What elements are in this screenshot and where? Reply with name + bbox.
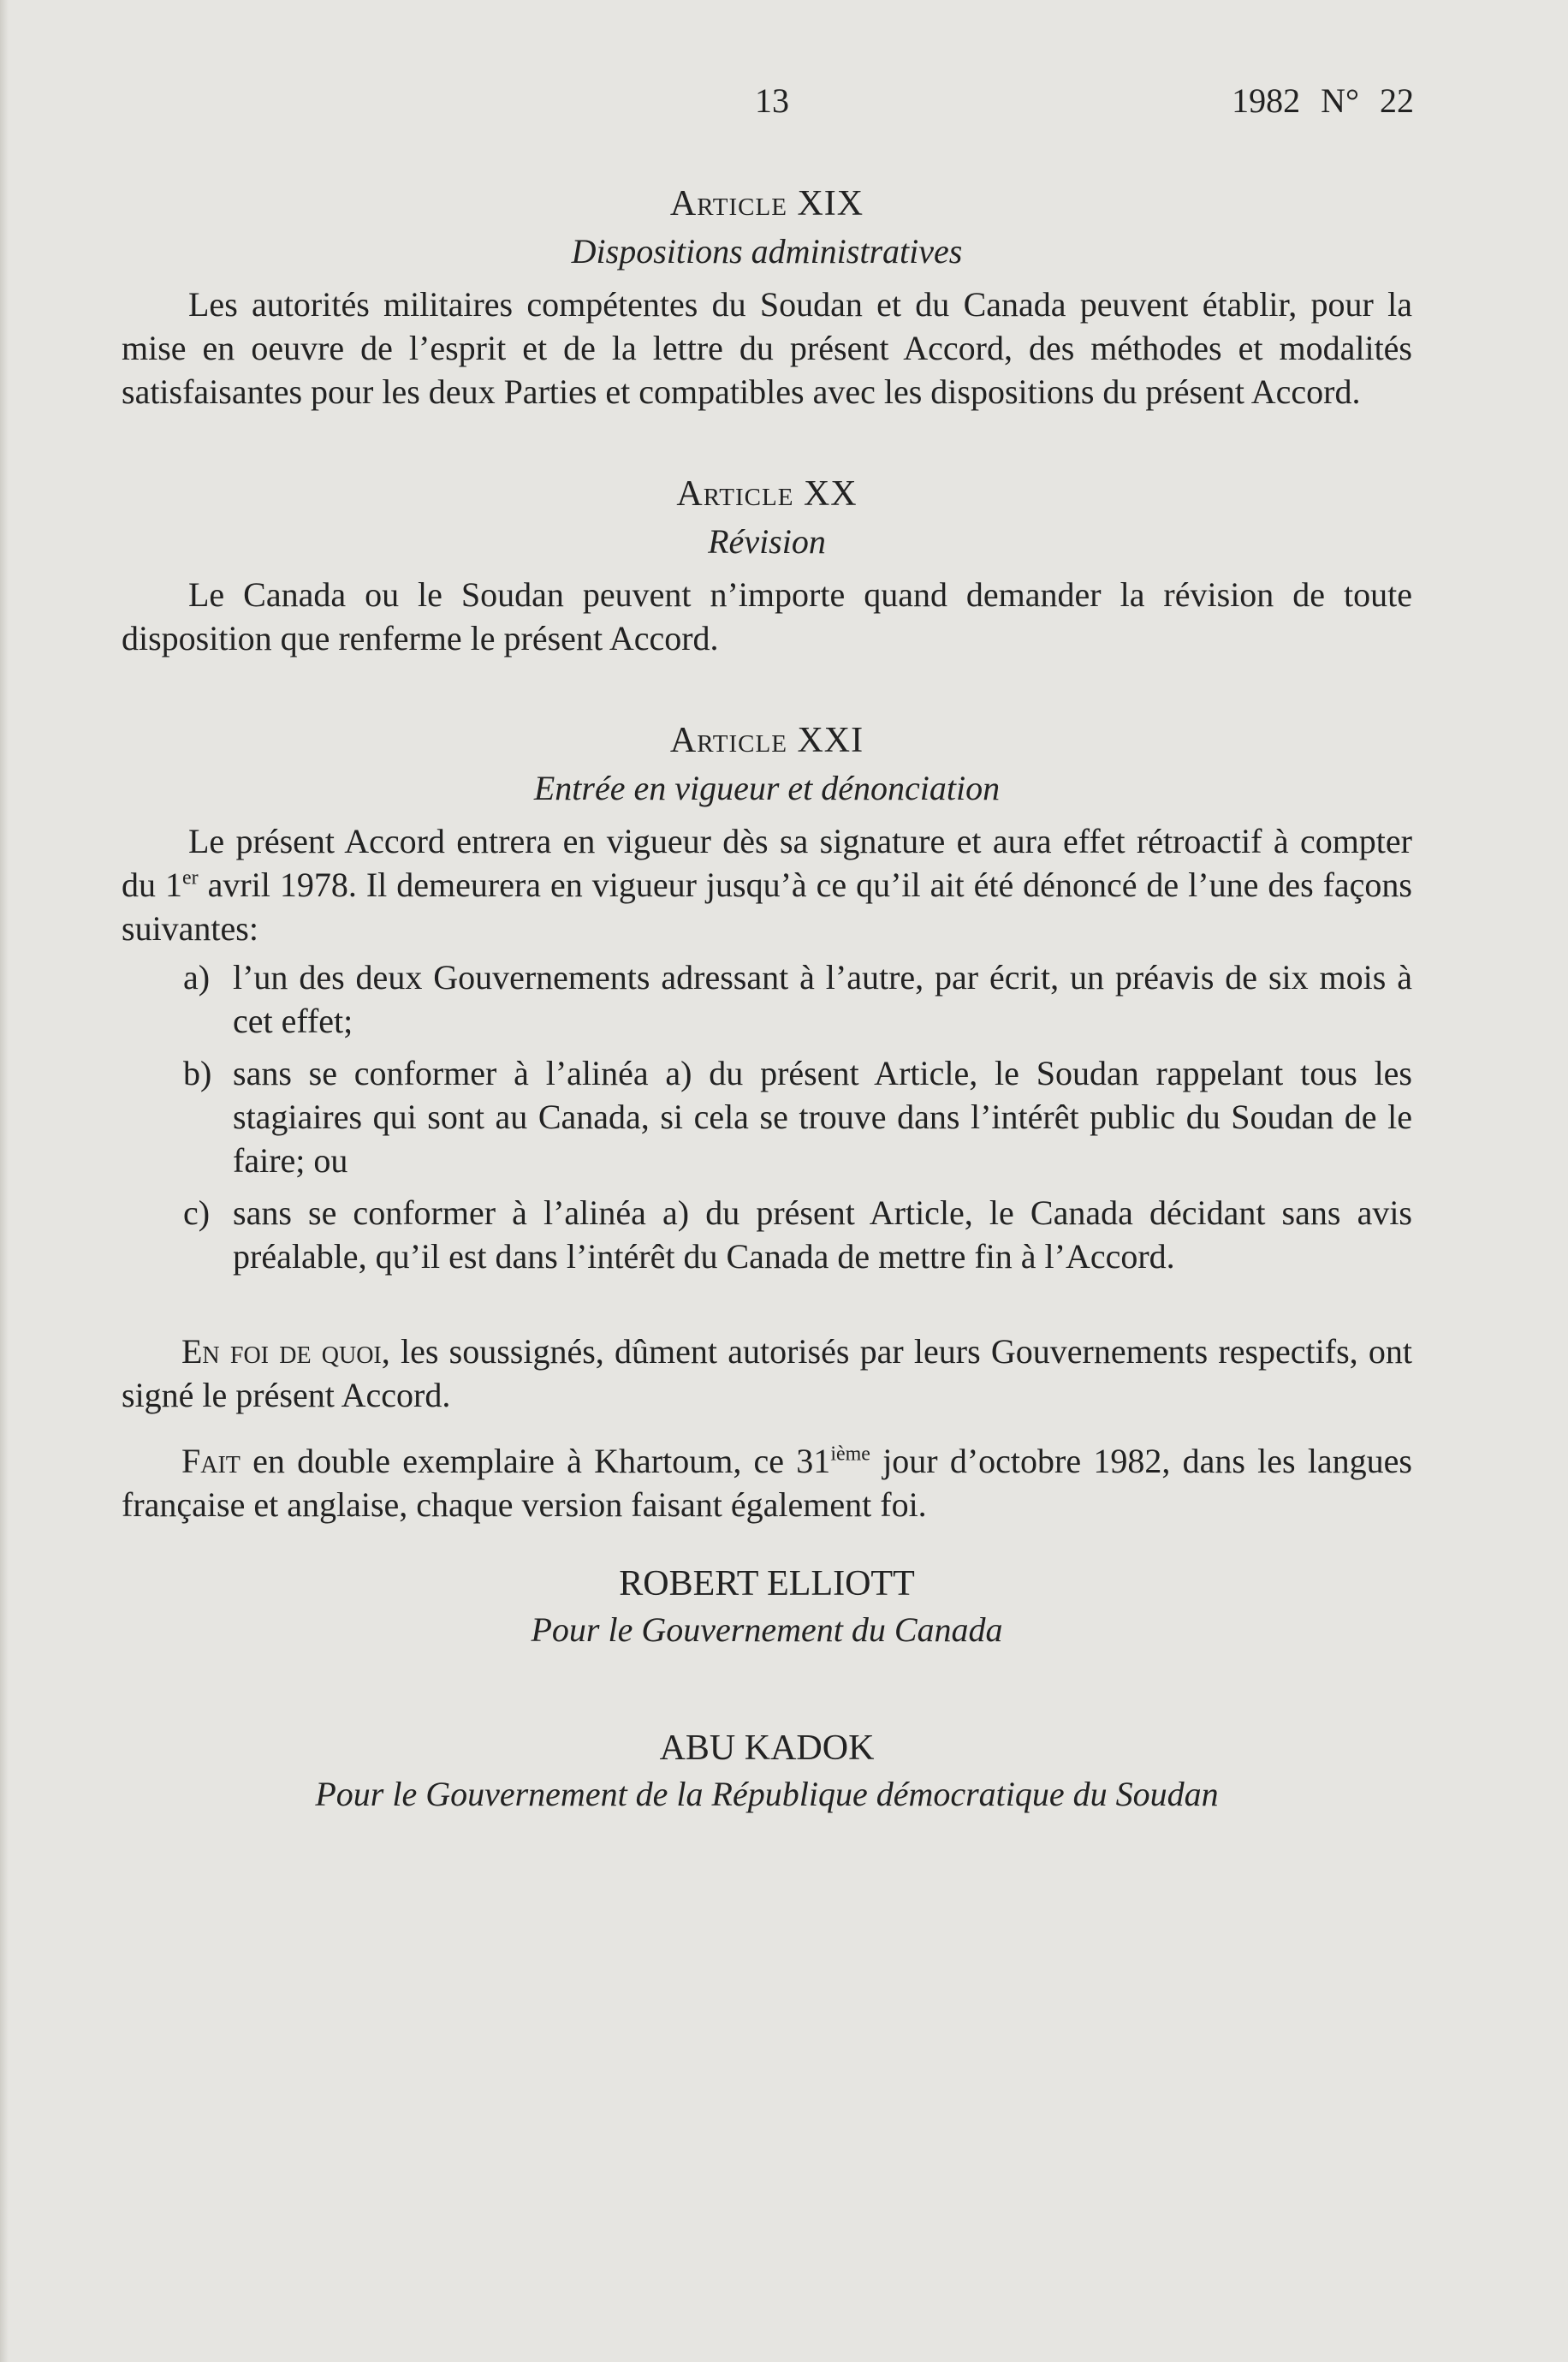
article-subtitle: Entrée en vigueur et dénonciation [533,769,1001,807]
document-reference: 1982 N° 22 [1232,81,1414,120]
list-item-text: sans se conformer à l’alinéa a) du présent Article, le Canada décidant sans avis préalable, qu’il est dans l’intérêt du Canada de mettre fin à l’Accord. [233,1193,1412,1276]
article-paragraph: Les autorités militaires compétentes du Soudan et du Canada peuvent établir, pour la mise en oeuvre de l’esprit et de la lettre du présent Accord, des méthodes et modalités satisfaisantes pour les deux Parties et compatibles avec les dispositions du présent Accord. [122,285,1412,411]
article-subtitle: Dispositions administratives [571,232,963,271]
ordinal-superscript: er [181,866,199,889]
done-clause [122,1439,1412,1526]
signatory-role: Pour le Gouvernement de la République démocratique du Soudan [315,1775,1219,1813]
signature-spacer [122,1653,1412,1725]
article-xx [122,470,1412,660]
list-item [122,1051,1412,1182]
paragraph-text: Le présent Accord entrera en vigueur dès sa signature et aura effet rétroactif à compter du 1 [122,822,1412,904]
signature-block [122,1561,1412,1818]
article-subtitle: Révision [708,522,826,561]
list-item-text: l’un des deux Gouvernements adressant à l’autre, par écrit, un préavis de six mois à cet effet; [233,958,1412,1040]
page-number: 13 [755,81,789,120]
closing-section [122,1330,1412,1526]
signatory-name: ROBERT ELLIOTT [619,1564,915,1603]
witness-lead: En foi de quoi [181,1332,382,1371]
list-marker: c) [183,1193,211,1232]
done-lead: Fait [181,1442,241,1480]
signatory-name: ABU KADOK [659,1728,875,1768]
paragraph-text: avril 1978. Il demeurera en vigueur jusqu’à ce qu’il ait été dénoncé de l’une des façons suivantes: [122,866,1413,948]
article-heading: Article XX [676,474,858,514]
article-xix [122,180,1412,413]
list-marker: b) [183,1054,212,1092]
witness-text: , les soussignés, dûment autorisés par leurs Gouvernements respectifs, ont signé le présent Accord. [122,1332,1412,1414]
article-paragraph: Le Canada ou le Soudan peuvent n’importe quand demander la révision de toute disposition que renferme le présent Accord. [122,575,1412,657]
article-xxi [122,717,1412,1278]
witness-clause [122,1330,1412,1417]
article-heading: Article XIX [669,184,864,223]
article-heading: Article XXI [669,721,864,760]
signatory-role: Pour le Gouvernement du Canada [531,1610,1003,1649]
list-item-text: sans se conformer à l’alinéa a) du présent Article, le Soudan rappelant tous les stagiaires qui sont au Canada, si cela se trouve dans l’intérêt public du Soudan de le faire; ou [233,1054,1412,1180]
ordinal-superscript: ième [830,1443,870,1466]
done-text: jour d’octobre 1982, dans les langues française et anglaise, chaque version faisant également foi. [122,1442,1413,1524]
document-body [122,180,1412,1818]
page-edge [0,0,9,2362]
termination-list [122,955,1412,1278]
list-item [122,1191,1412,1278]
list-marker: a) [183,958,211,997]
article-paragraph [122,819,1412,950]
list-item [122,955,1412,1043]
done-text: en double exemplaire à Khartoum, ce 31 [240,1442,831,1480]
